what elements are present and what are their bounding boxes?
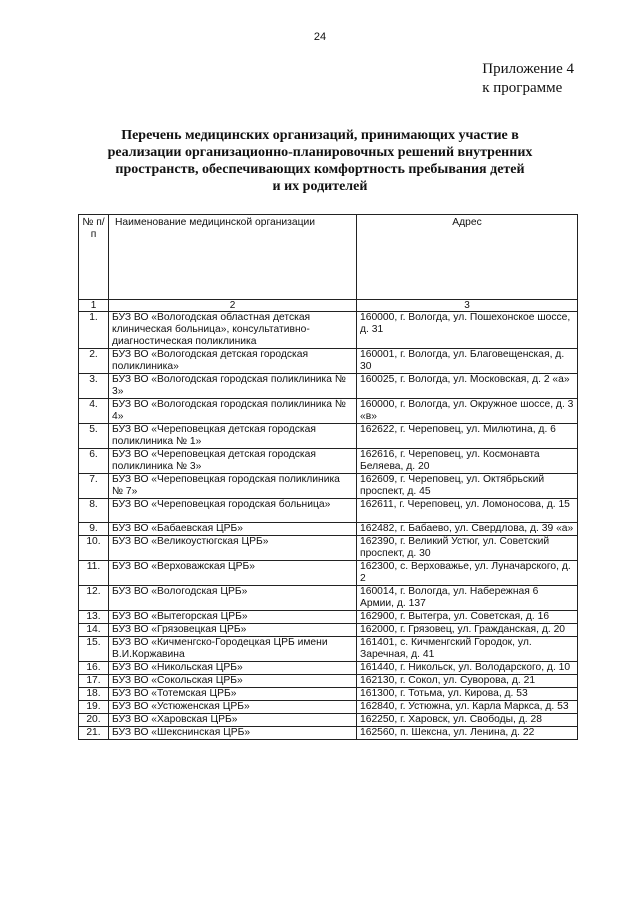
table-row [79, 586, 578, 611]
row-address-cell: 162130, г. Сокол, ул. Суворова, д. 21 [357, 675, 578, 688]
row-name-cell: БУЗ ВО «Вологодская областная детская клиническая больница», консультативно-диагностическая поликлиника [109, 312, 357, 349]
row-num-cell: 20. [79, 714, 109, 727]
row-name-cell: БУЗ ВО «Великоустюгская ЦРБ» [109, 536, 357, 561]
row-num-cell: 9. [79, 523, 109, 536]
row-num-cell: 1. [79, 312, 109, 349]
row-name-cell: БУЗ ВО «Тотемская ЦРБ» [109, 688, 357, 701]
header-name: Наименование медицинской организации [109, 215, 357, 300]
row-num-cell: 2. [79, 349, 109, 374]
table-row [79, 499, 578, 523]
title-line-4: и их родителей [272, 179, 368, 194]
row-name-cell: БУЗ ВО «Харовская ЦРБ» [109, 714, 357, 727]
title-line-3: пространств, обеспечивающих комфортность пребывания детей [115, 162, 525, 177]
row-name-cell: БУЗ ВО «Шекснинская ЦРБ» [109, 727, 357, 740]
row-num-cell: 3. [79, 374, 109, 399]
table-row [79, 662, 578, 675]
title-line-2: реализации организационно-планировочных решений внутренних [107, 145, 533, 160]
table-row [79, 561, 578, 586]
row-address-cell: 162622, г. Череповец, ул. Милютина, д. 6 [357, 424, 578, 449]
row-name-cell: БУЗ ВО «Кичменгско-Городецкая ЦРБ имени В.И.Коржавина [109, 637, 357, 662]
row-address-cell: 160001, г. Вологда, ул. Благовещенская, д. 30 [357, 349, 578, 374]
index-cell-3: 3 [357, 300, 578, 312]
row-name-cell: БУЗ ВО «Никольская ЦРБ» [109, 662, 357, 675]
table-row [79, 727, 578, 740]
table-row [79, 675, 578, 688]
table-row [79, 424, 578, 449]
row-name-cell: БУЗ ВО «Вытегорская ЦРБ» [109, 611, 357, 624]
row-address-cell: 162560, п. Шексна, ул. Ленина, д. 22 [357, 727, 578, 740]
appendix-line-1: Приложение 4 [482, 61, 574, 77]
row-name-cell: БУЗ ВО «Грязовецкая ЦРБ» [109, 624, 357, 637]
row-num-cell: 12. [79, 586, 109, 611]
table-header-row [79, 215, 578, 300]
row-name-cell: БУЗ ВО «Вологодская городская поликлиника № 3» [109, 374, 357, 399]
row-address-cell: 162609, г. Череповец, ул. Октябрьский проспект, д. 45 [357, 474, 578, 499]
row-num-cell: 13. [79, 611, 109, 624]
row-name-cell: БУЗ ВО «Череповецкая детская городская поликлиника № 3» [109, 449, 357, 474]
row-address-cell: 162250, г. Харовск, ул. Свободы, д. 28 [357, 714, 578, 727]
table-row [79, 523, 578, 536]
table-row [79, 611, 578, 624]
table-row [79, 624, 578, 637]
header-num: № п/п [79, 215, 109, 300]
table-row [79, 374, 578, 399]
row-name-cell: БУЗ ВО «Вологодская детская городская поликлиника» [109, 349, 357, 374]
table-row [79, 349, 578, 374]
row-address-cell: 162482, г. Бабаево, ул. Свердлова, д. 39 «а» [357, 523, 578, 536]
row-address-cell: 160000, г. Вологда, ул. Окружное шоссе, д. 3 «в» [357, 399, 578, 424]
table-row [79, 449, 578, 474]
table-row [79, 701, 578, 714]
row-num-cell: 10. [79, 536, 109, 561]
row-address-cell: 162300, с. Верховажье, ул. Луначарского, д. 2 [357, 561, 578, 586]
row-num-cell: 18. [79, 688, 109, 701]
row-num-cell: 7. [79, 474, 109, 499]
row-address-cell: 160025, г. Вологда, ул. Московская, д. 2 «а» [357, 374, 578, 399]
document-title [100, 127, 540, 195]
row-name-cell: БУЗ ВО «Вологодская городская поликлиника № 4» [109, 399, 357, 424]
page-number: 24 [313, 31, 327, 43]
row-num-cell: 8. [79, 499, 109, 523]
row-address-cell: 162840, г. Устюжна, ул. Карла Маркса, д. 53 [357, 701, 578, 714]
row-num-cell: 15. [79, 637, 109, 662]
table-row [79, 474, 578, 499]
row-address-cell: 162900, г. Вытегра, ул. Советская, д. 16 [357, 611, 578, 624]
table-index-row [79, 300, 578, 312]
row-num-cell: 17. [79, 675, 109, 688]
row-address-cell: 160014, г. Вологда, ул. Набережная 6 Армии, д. 137 [357, 586, 578, 611]
index-cell-1: 1 [79, 300, 109, 312]
row-address-cell: 161300, г. Тотьма, ул. Кирова, д. 53 [357, 688, 578, 701]
index-cell-2: 2 [109, 300, 357, 312]
row-num-cell: 4. [79, 399, 109, 424]
row-name-cell: БУЗ ВО «Сокольская ЦРБ» [109, 675, 357, 688]
row-name-cell: БУЗ ВО «Вологодская ЦРБ» [109, 586, 357, 611]
row-name-cell: БУЗ ВО «Череповецкая городская поликлиника № 7» [109, 474, 357, 499]
appendix-line-2: к программе [482, 80, 563, 96]
table-row [79, 312, 578, 349]
table-row [79, 536, 578, 561]
row-address-cell: 161440, г. Никольск, ул. Володарского, д. 10 [357, 662, 578, 675]
row-num-cell: 11. [79, 561, 109, 586]
row-num-cell: 21. [79, 727, 109, 740]
row-address-cell: 161401, с. Кичменгский Городок, ул. Заречная, д. 41 [357, 637, 578, 662]
row-name-cell: БУЗ ВО «Череповецкая городская больница» [109, 499, 357, 523]
row-name-cell: БУЗ ВО «Устюженская ЦРБ» [109, 701, 357, 714]
row-address-cell: 160000, г. Вологда, ул. Пошехонское шоссе, д. 31 [357, 312, 578, 349]
row-name-cell: БУЗ ВО «Верховажская ЦРБ» [109, 561, 357, 586]
table-row [79, 637, 578, 662]
row-address-cell: 162390, г. Великий Устюг, ул. Советский проспект, д. 30 [357, 536, 578, 561]
row-num-cell: 14. [79, 624, 109, 637]
row-num-cell: 19. [79, 701, 109, 714]
row-address-cell: 162611, г. Череповец, ул. Ломоносова, д. 15 [357, 499, 578, 523]
row-name-cell: БУЗ ВО «Бабаевская ЦРБ» [109, 523, 357, 536]
row-address-cell: 162616, г. Череповец, ул. Космонавта Беляева, д. 20 [357, 449, 578, 474]
appendix-note [482, 60, 574, 98]
row-num-cell: 6. [79, 449, 109, 474]
row-address-cell: 162000, г. Грязовец, ул. Гражданская, д. 20 [357, 624, 578, 637]
table-row [79, 399, 578, 424]
title-line-1: Перечень медицинских организаций, принимающих участие в [121, 128, 519, 143]
row-name-cell: БУЗ ВО «Череповецкая детская городская поликлиника № 1» [109, 424, 357, 449]
row-num-cell: 5. [79, 424, 109, 449]
table-row [79, 688, 578, 701]
row-num-cell: 16. [79, 662, 109, 675]
header-address: Адрес [357, 215, 578, 300]
organizations-table [78, 214, 578, 740]
table-row [79, 714, 578, 727]
